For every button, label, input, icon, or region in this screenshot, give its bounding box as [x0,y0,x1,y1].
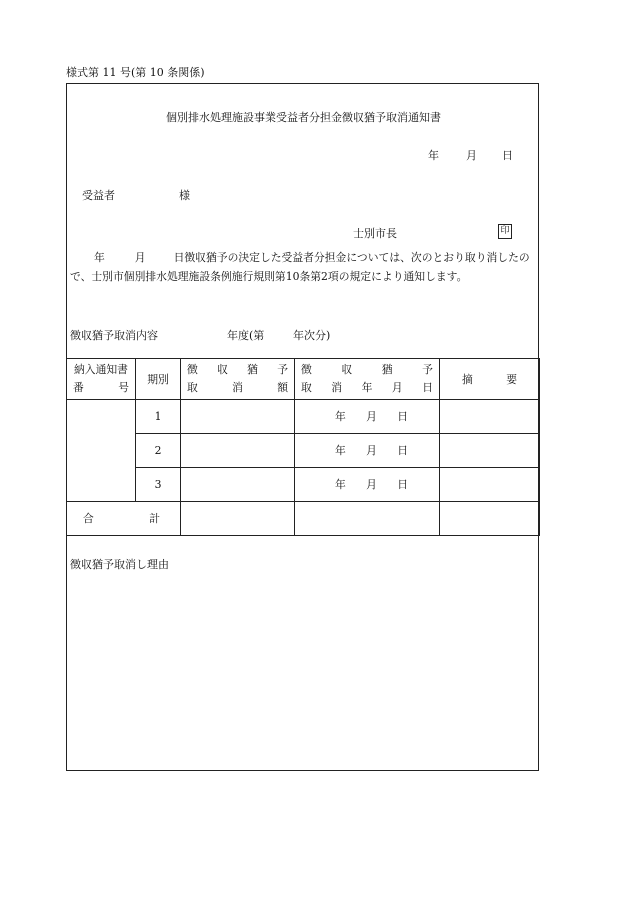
remarks-cell [440,434,540,468]
header-remarks: 摘 要 [440,359,540,400]
header-notice-no [67,359,136,400]
content-label: 徴収猶予取消内容 [70,329,158,342]
table-row [67,434,540,468]
seal-mark: 印 [498,224,512,239]
content-year-label: 年度(第 [227,329,265,342]
total-label: 合 計 [67,502,181,536]
notice-body [70,249,536,286]
beneficiary-label: 受益者 [82,189,115,202]
amount-cell [181,468,295,502]
header-cancel-date: 徴 収 猶 予 取 消 年 月 日 [295,359,440,400]
header-cancel-amount: 徴 収 猶 予 取 消 額 [181,359,295,400]
remarks-cell [440,400,540,434]
document-title: 個別排水処理施設事業受益者分担金徴収猶予取消通知書 [166,111,441,124]
period-cell: 1 [136,400,181,434]
amount-cell [181,434,295,468]
table-header-row [67,359,540,400]
header-notice-no-line1: 納入通知書 [74,363,128,376]
total-date-cell [295,502,440,536]
form-number-label: 様式第 11 号(第 10 条関係) [66,66,205,79]
body-text: 日徴収猶予の決定した受益者分担金については、次のとおり取り消したので、士別市個別排水処理施設条例施行規則第10条第2項の規定により通知します。 [70,251,530,283]
total-remarks-cell [440,502,540,536]
period-cell: 3 [136,468,181,502]
header-notice-no-line2: 番 号 [73,381,129,394]
period-cell: 2 [136,434,181,468]
cancel-reason-label: 徴収猶予取消し理由 [70,558,169,571]
issuer-name: 士別市長 [353,227,397,240]
body-year-label: 年 [94,251,105,264]
amount-cell [181,400,295,434]
header-period: 期別 [136,359,181,400]
body-month-label: 月 [134,251,146,264]
date-cell: 年 月 日 [295,434,440,468]
date-month-label: 月 [466,149,477,162]
detail-table [66,358,540,536]
content-period-label: 年次分) [293,329,331,342]
remarks-cell [440,468,540,502]
honorific-label: 様 [179,189,190,202]
date-cell: 年 月 日 [295,400,440,434]
notice-no-cell [67,400,136,502]
date-year-label: 年 [428,149,439,162]
total-row [67,502,540,536]
table-row [67,400,540,434]
date-day-label: 日 [502,149,513,162]
table-row [67,468,540,502]
notice-form [66,83,539,771]
total-amount-cell [181,502,295,536]
date-cell: 年 月 日 [295,468,440,502]
